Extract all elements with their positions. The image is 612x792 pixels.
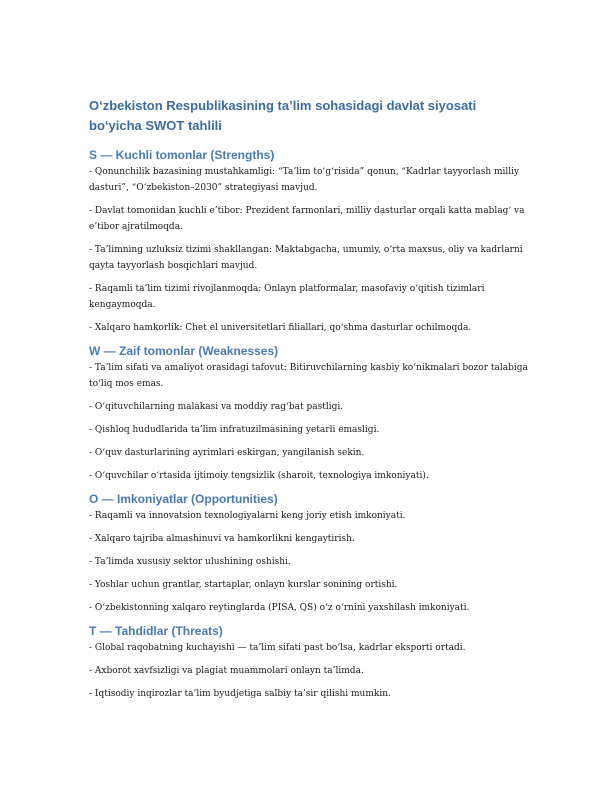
opportunity-item: - O‘zbekistonning xalqaro reytinglarda (PISA, QS) o‘z o‘rnini yaxshilash imkoniyati.: [89, 603, 470, 613]
section-weaknesses: [89, 343, 529, 484]
weakness-item: - Ta’lim sifati va amaliyot orasidagi tafovut: Bitiruvchilarning kasbiy ko‘nikmalari bozor talabiga to‘liq mos emas.: [89, 363, 528, 389]
document-body: [89, 96, 529, 709]
weakness-item: - O‘qituvchilarning malakasi va moddiy rag‘bat pastligi.: [89, 402, 344, 412]
section-heading-opportunities: O — Imkoniyatlar (Opportunities): [89, 492, 278, 506]
opportunity-item: - Yoshlar uchun grantlar, startaplar, onlayn kurslar sonining ortishi.: [89, 580, 398, 590]
weakness-item: - Qishloq hududlarida ta’lim infratuzilmasining yetarli emasligi.: [89, 425, 380, 435]
opportunity-item: - Raqamli va innovatsion texnologiyalarni keng joriy etish imkoniyati.: [89, 511, 406, 521]
threat-item: - Iqtisodiy inqirozlar ta’lim byudjetiga salbiy ta’sir qilishi mumkin.: [89, 689, 391, 699]
strength-item: - Ta’limning uzluksiz tizimi shakllangan: Maktabgacha, umumiy, o‘rta maxsus, oliy va kadrlarni qayta tayyorlash bosqichlari mavjud.: [89, 245, 523, 271]
opportunity-item: - Ta’limda xususiy sektor ulushining oshishi.: [89, 557, 291, 567]
weakness-item: - O‘quvchilar o‘rtasida ijtimoiy tengsizlik (sharoit, texnologiya imkoniyati).: [89, 471, 429, 481]
section-heading-threats: T — Tahdidlar (Threats): [89, 624, 223, 638]
section-opportunities: [89, 491, 529, 616]
section-threats: [89, 623, 529, 702]
section-heading-strengths: S — Kuchli tomonlar (Strengths): [89, 148, 275, 162]
opportunity-item: - Xalqaro tajriba almashinuvi va hamkorlikni kengaytirish.: [89, 534, 355, 544]
section-heading-weaknesses: W — Zaif tomonlar (Weaknesses): [89, 344, 279, 358]
strength-item: - Davlat tomonidan kuchli e’tibor: Prezident farmonlari, milliy dasturlar orqali katta mablag‘ va e’tibor ajratilmoqda.: [89, 206, 525, 232]
strength-item: - Xalqaro hamkorlik: Chet el universitetlari filiallari, qo‘shma dasturlar ochilmoqda.: [89, 323, 472, 333]
section-strengths: [89, 147, 529, 336]
strength-item: - Raqamli ta’lim tizimi rivojlanmoqda: Onlayn platformalar, masofaviy o‘qitish tizimlari kengaymoqda.: [89, 284, 485, 310]
strength-item: - Qonunchilik bazasining mustahkamligi: “Ta’lim to‘g‘risida” qonun, “Kadrlar tayyorlash milliy dasturi”, “O‘zbekiston–2030” strategiyasi mavjud.: [89, 167, 520, 193]
threat-item: - Axborot xavfsizligi va plagiat muammolari onlayn ta’limda.: [89, 666, 364, 676]
document-title: O‘zbekiston Respublikasining ta’lim sohasidagi davlat siyosati bo‘yicha SWOT tahlili: [89, 98, 477, 133]
weakness-item: - O‘quv dasturlarining ayrimlari eskirgan, yangilanish sekin.: [89, 448, 365, 458]
threat-item: - Global raqobatning kuchayishi — ta’lim sifati past bo‘lsa, kadrlar eksporti ortadi.: [89, 643, 466, 653]
